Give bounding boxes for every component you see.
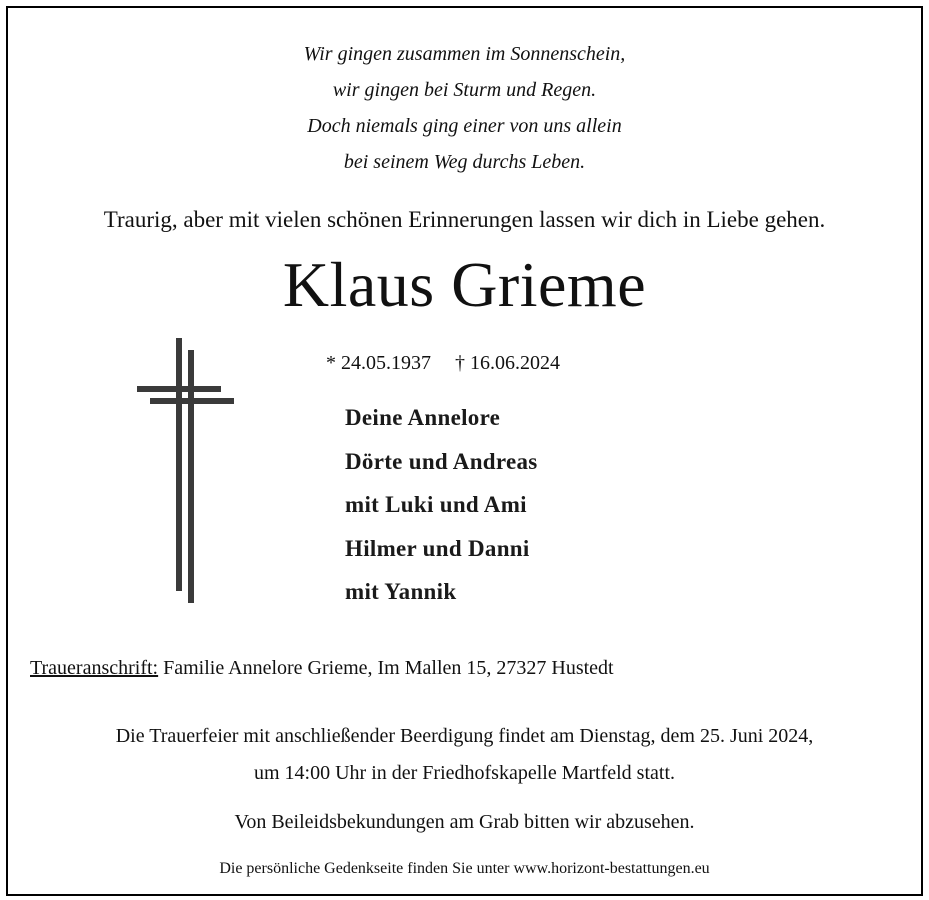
ceremony-info — [0, 718, 929, 792]
mourning-address — [30, 657, 614, 680]
mourner: Deine Annelore — [345, 405, 501, 430]
life-dates — [326, 352, 584, 375]
mourner: Dörte und Andreas — [345, 448, 538, 474]
death-date: † 16.06.2024 — [455, 352, 560, 374]
address-label: Traueranschrift: — [30, 657, 159, 679]
poem-line: wir gingen bei Sturm und Regen. — [332, 79, 597, 101]
poem-line: bei seinem Weg durchs Leben. — [343, 151, 586, 173]
mourner: Hilmer und Danni — [345, 535, 530, 561]
memorial-page-note: Die persönliche Gedenkseite finden Sie unter www.horizont-bestattungen.eu — [219, 860, 710, 877]
mourners-list — [345, 396, 538, 614]
address-text: Familie Annelore Grieme, Im Mallen 15, 27327 Hustedt — [163, 657, 614, 679]
deceased-name: Klaus Grieme — [282, 249, 647, 320]
poem-line: Wir gingen zusammen im Sonnenschein, — [303, 43, 626, 65]
mourner: mit Luki und Ami — [345, 492, 527, 517]
ceremony-line: um 14:00 Uhr in der Friedhofskapelle Martfeld statt. — [253, 762, 675, 784]
poem-line: Doch niemals ging einer von uns allein — [307, 115, 622, 137]
intro-text: Traurig, aber mit vielen schönen Erinnerungen lassen wir dich in Liebe gehen. — [103, 207, 826, 232]
birth-date: * 24.05.1937 — [326, 352, 431, 374]
ceremony-line: Die Trauerfeier mit anschließender Beerdigung findet am Dienstag, dem 25. Juni 2024, — [115, 725, 814, 747]
condolence-note: Von Beileidsbekundungen am Grab bitten wir abzusehen. — [234, 811, 695, 833]
mourner: mit Yannik — [345, 579, 457, 604]
